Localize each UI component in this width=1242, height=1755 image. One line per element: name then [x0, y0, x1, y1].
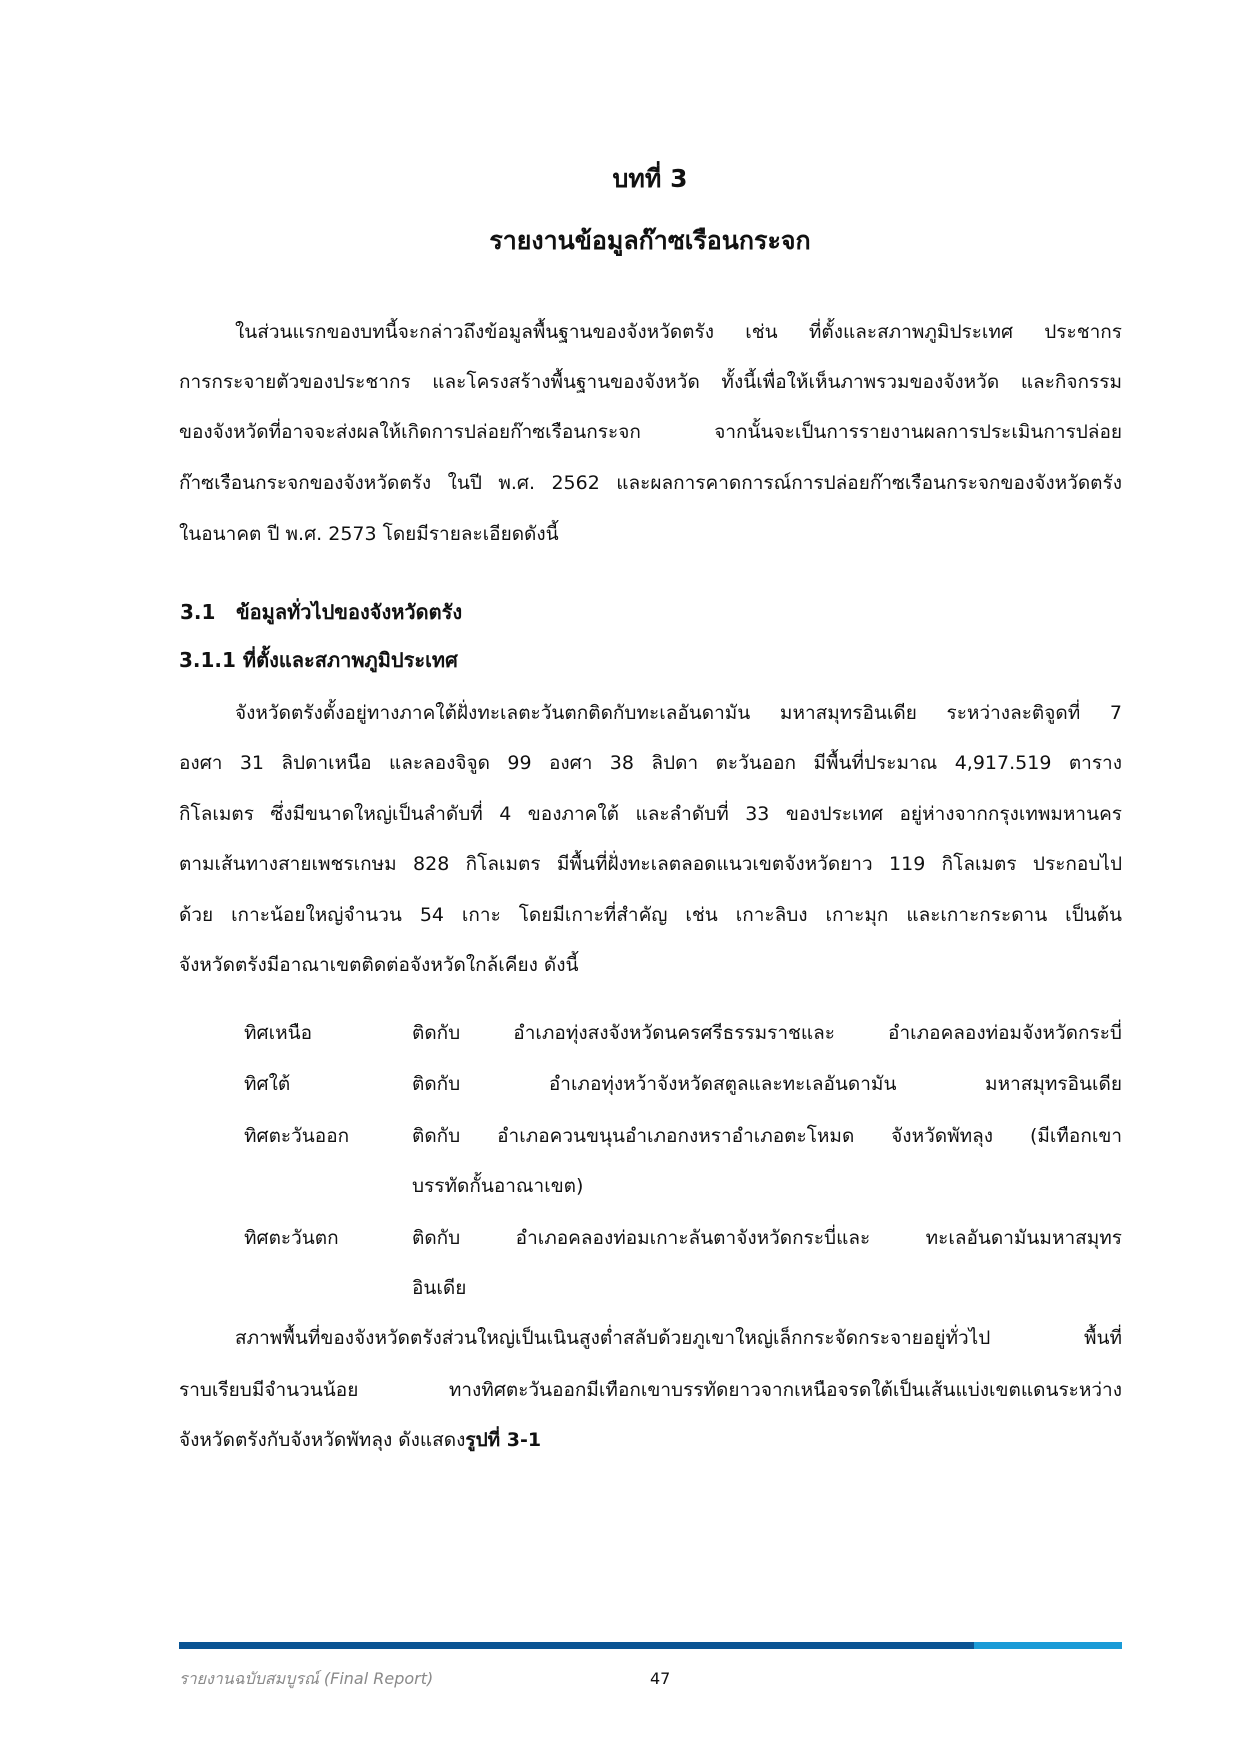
border-direction-north: ทิศเหนือ	[244, 1022, 313, 1044]
intro-line: ก๊าซเรือนกระจกของจังหวัดตรัง ในปี พ.ศ. 2562 และผลการคาดการณ์การปล่อยก๊าซเรือนกระจกของจังหวัดตรัง	[179, 472, 1122, 494]
border-direction-south: ทิศใต้	[244, 1073, 291, 1095]
footer-report-label: รายงานฉบับสมบูรณ์ (Final Report)	[179, 1669, 434, 1688]
border-direction-east: ทิศตะวันออก	[244, 1125, 350, 1147]
intro-line: การกระจายตัวของประชากร และโครงสร้างพื้นฐานของจังหวัด ทั้งนี้เพื่อให้เห็นภาพรวมของจังหวัด และกิจกรรม	[179, 371, 1122, 393]
terrain-line: ราบเรียบมีจำนวนน้อย ทางทิศตะวันออกมีเทือกเขาบรรทัดยาวจากเหนือจรดใต้เป็นเส้นแบ่งเขตแดนระหว่าง	[179, 1379, 1122, 1401]
terrain-line	[179, 1425, 541, 1455]
intro-line: ในส่วนแรกของบทนี้จะกล่าวถึงข้อมูลพื้นฐานของจังหวัดตรัง เช่น ที่ตั้งและสภาพภูมิประเทศ ประชากร	[235, 321, 1122, 343]
footer-bar-dark	[179, 1642, 974, 1649]
border-text-west: ติดกับ อำเภอคลองท่อมเกาะลันตาจังหวัดกระบี่และ ทะเลอันดามันมหาสมุทร	[412, 1227, 1122, 1249]
section-3-1-1-heading: 3.1.1 ที่ตั้งและสภาพภูมิประเทศ	[179, 648, 458, 672]
terrain-line: สภาพพื้นที่ของจังหวัดตรังส่วนใหญ่เป็นเนินสูงต่ำสลับด้วยภูเขาใหญ่เล็กกระจัดกระจายอยู่ทั่วไป พื้นที่	[235, 1327, 1122, 1349]
chapter-title: รายงานข้อมูลก๊าซเรือนกระจก	[489, 226, 811, 255]
location-line: องศา 31 ลิปดาเหนือ และลองจิจูด 99 องศา 38 ลิปดา ตะวันออก มีพื้นที่ประมาณ 4,917.519 ตาราง	[179, 752, 1122, 774]
terrain-text: จังหวัดตรังกับจังหวัดพัทลุง ดังแสดง	[179, 1429, 466, 1451]
border-text-south: ติดกับ อำเภอทุ่งหว้าจังหวัดสตูลและทะเลอันดามัน มหาสมุทรอินเดีย	[412, 1073, 1122, 1095]
border-text-north: ติดกับ อำเภอทุ่งสงจังหวัดนครศรีธรรมราชและ อำเภอคลองท่อมจังหวัดกระบี่	[412, 1022, 1122, 1044]
border-text-east-cont: บรรทัดกั้นอาณาเขต)	[412, 1175, 584, 1197]
page-number: 47	[650, 1669, 671, 1688]
intro-line: ในอนาคต ปี พ.ศ. 2573 โดยมีรายละเอียดดังนี้	[179, 523, 559, 545]
location-line: จังหวัดตรังมีอาณาเขตติดต่อจังหวัดใกล้เคียง ดังนี้	[179, 954, 579, 976]
figure-reference[interactable]: รูปที่ 3-1	[465, 1429, 542, 1451]
location-line: ตามเส้นทางสายเพชรเกษม 828 กิโลเมตร มีพื้นที่ฝั่งทะเลตลอดแนวเขตจังหวัดยาว 119 กิโลเมตร ประกอบไป	[179, 853, 1122, 875]
intro-line: ของจังหวัดที่อาจจะส่งผลให้เกิดการปล่อยก๊าซเรือนกระจก จากนั้นจะเป็นการรายงานผลการประเมินการปล่อย	[179, 421, 1122, 443]
border-text-west-cont: อินเดีย	[412, 1277, 467, 1299]
section-3-1-title: ข้อมูลทั่วไปของจังหวัดตรัง	[236, 600, 463, 624]
location-line: กิโลเมตร ซึ่งมีขนาดใหญ่เป็นลำดับที่ 4 ของภาคใต้ และลำดับที่ 33 ของประเทศ อยู่ห่างจากกรุงเทพมหานคร	[179, 803, 1122, 825]
section-3-1-number: 3.1	[180, 600, 216, 624]
location-line: จังหวัดตรังตั้งอยู่ทางภาคใต้ฝั่งทะเลตะวันตกติดกับทะเลอันดามัน มหาสมุทรอินเดีย ระหว่างละติจูดที่ 7	[235, 702, 1122, 724]
footer-bar-light	[974, 1642, 1122, 1649]
border-text-east: ติดกับ อำเภอควนขนุนอำเภอกงหราอำเภอตะโหมด จังหวัดพัทลุง (มีเทือกเขา	[412, 1125, 1122, 1147]
chapter-number: บทที่ 3	[612, 164, 688, 193]
border-direction-west: ทิศตะวันตก	[244, 1227, 339, 1249]
location-line: ด้วย เกาะน้อยใหญ่จำนวน 54 เกาะ โดยมีเกาะที่สำคัญ เช่น เกาะลิบง เกาะมุก และเกาะกระดาน เป็นต้น	[179, 904, 1122, 926]
